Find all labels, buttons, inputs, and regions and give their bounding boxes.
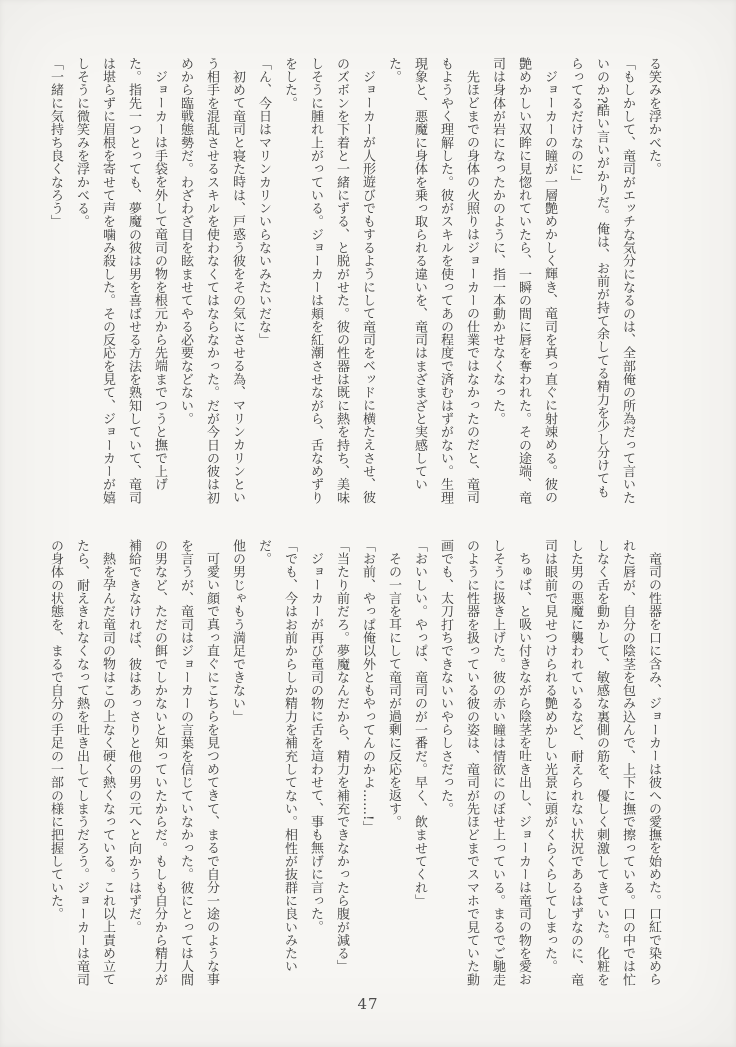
text-line: れた唇が、自分の陰茎を包み込んで、上下に撫で擦っている。口の中では忙 — [620, 539, 635, 987]
text-line: した男の悪魔に襲われているなど、耐えられない状況であるはずなのに、竜 — [568, 539, 583, 987]
text-line: 艶めかしい双眸に見惚れていたら、一瞬の間に唇を奪われた。その途端、竜 — [516, 57, 531, 505]
text-line: しそうに扱き上げた。彼の赤い瞳は情欲にのぼせ上っている。まるでご馳走 — [490, 539, 505, 987]
text-line: しそうに腫れ上がっている。ジョーカーは頬を紅潮させながら、舌なめずり — [308, 57, 323, 505]
text-line: る笑みを浮かべた。 — [646, 57, 661, 176]
text-line: う相手を混乱させるスキルを使わなくてはならなかった。だが今日の彼は初 — [204, 57, 219, 505]
text-line: たら、耐えきれなくなって熱を吐き出してしまうだろう。ジョーカーは竜司 — [74, 539, 89, 987]
text-line: のように性器を扱っている彼の姿は、竜司が先ほどまでスマホで見ていた動 — [464, 539, 479, 987]
text-line: 熱を孕んだ竜司の物はこの上なく硬く熱くなっている。これ以上責め立て — [100, 552, 115, 986]
text-line: 他の男じゃもう満足できない」 — [230, 539, 245, 724]
text-line: 「ん、今日はマリンカリンいらないみたいだな」 — [256, 57, 271, 347]
text-line: の男など、ただの餌でしかないと知っていたからだ。もしも自分から精力が — [152, 539, 167, 987]
page-number: 47 — [357, 995, 379, 1013]
text-line: 可愛い顔で真っ直ぐにこちらを見つめてきて、まるで自分一途のような事 — [204, 552, 219, 986]
text-line: 初めて竜司と寝た時は、戸惑う彼をその気にさせる為、マリンカリンとい — [230, 70, 245, 504]
text-line: 先ほどまでの身体の火照りはジョーカーの仕業ではなかったのだと、竜司 — [464, 70, 479, 504]
text-line: しそうに微笑みを浮かべる。 — [74, 57, 89, 228]
text-line: を言うが、竜司はジョーカーの言葉を信じていなかった。彼にとっては人間 — [178, 539, 193, 987]
text-line: をした。 — [282, 57, 297, 110]
text-line: ジョーカーが人形遊びでもするようにして竜司をベッドに横たえさせ、彼 — [360, 70, 375, 504]
text-line: は堪らずに眉根を寄せて声を噛み殺した。その反応を見て、ジョーカーが嬉 — [100, 57, 115, 505]
text-line: らってるだけなのに」 — [568, 57, 583, 189]
text-line: ちゅば、と吸い付きながら陰茎を吐き出し、ジョーカーは竜司の物を愛お — [516, 552, 531, 986]
text-line: ジョーカーは手袋を外して竜司の物を根元から先端までつうと撫で上げ — [152, 70, 167, 491]
text-line: 司は身体が岩になったかのように、指一本動かせなくなった。 — [490, 57, 505, 426]
text-line: 「でも、今はお前からしか精力を補充してない。相性が抜群に良いみたいだ。 — [256, 539, 297, 973]
text-line: ジョーカーの瞳が一層艶めかしく輝き、竜司を真っ直ぐに射竦める。彼の — [542, 70, 557, 504]
text-line: いのか?酷い言いがかりだ。俺は、お前が持て余してる精力を少し分けても — [594, 57, 609, 499]
text-line: 「一緒に気持ち良くなろう」 — [48, 57, 63, 228]
text-line: 司は眼前で見せつけられる艶めかしい光景に頭がくらくらしてしまった。 — [542, 539, 557, 973]
text-line: その一言を耳にして竜司が過剰に反応を返す。 — [386, 552, 401, 829]
text-line: 画でも、太刀打ちできないいやらしさだった。 — [438, 539, 453, 816]
text-line: めから臨戦態勢だ。わざわざ目を眩ませてやる必要などない。 — [178, 57, 193, 426]
text-line: ジョーカーが再び竜司の物に舌を這わせて、事も無げに言った。 — [308, 552, 323, 934]
text-line: もようやく理解した。彼がスキルを使ってあの程度で済むはずがない。生理 — [438, 57, 453, 505]
text-line: の身体の状態を、まるで自分の手足の一部の様に把握していた。 — [48, 539, 63, 921]
text-line: 補給できなければ、彼はあっさりと他の男の元へと向かうはずだ。 — [126, 539, 141, 934]
text-line: た。指先一つとっても、夢魔の彼は男を喜ばせる方法を熟知していて、竜司 — [126, 57, 141, 505]
text-line: 「当たり前だろ。夢魔なんだから、精力を補充できなかったら腹が減る」 — [334, 539, 349, 973]
text-line: 「おいしい。やっぱ、竜司のが一番だ。早く、飲ませてくれ」 — [412, 539, 427, 908]
text-line: 「もしかして、竜司がエッチな気分になるのは、全部俺の所為だって言いた — [620, 57, 635, 505]
text-line: のズボンを下着と一緒にずる、と脱がせた。彼の性器は既に熱を持ち、美味 — [334, 57, 349, 505]
text-line: しなく舌を動かして、敏感な裏側の筋を、優しく刺激してきていた。化粧を — [594, 539, 609, 987]
text-block-bottom — [42, 539, 666, 991]
text-block-top — [42, 57, 666, 509]
text-line: 竜司の性器を口に含み、ジョーカーは彼への愛撫を始めた。口紅で染めら — [646, 552, 661, 986]
text-line: 「お前、やっぱ俺以外ともやってんのかよ……!」 — [360, 539, 375, 834]
text-line: 現象と、悪魔に身体を乗っ取られる違いを、竜司はまざまざと実感していた。 — [386, 57, 427, 491]
